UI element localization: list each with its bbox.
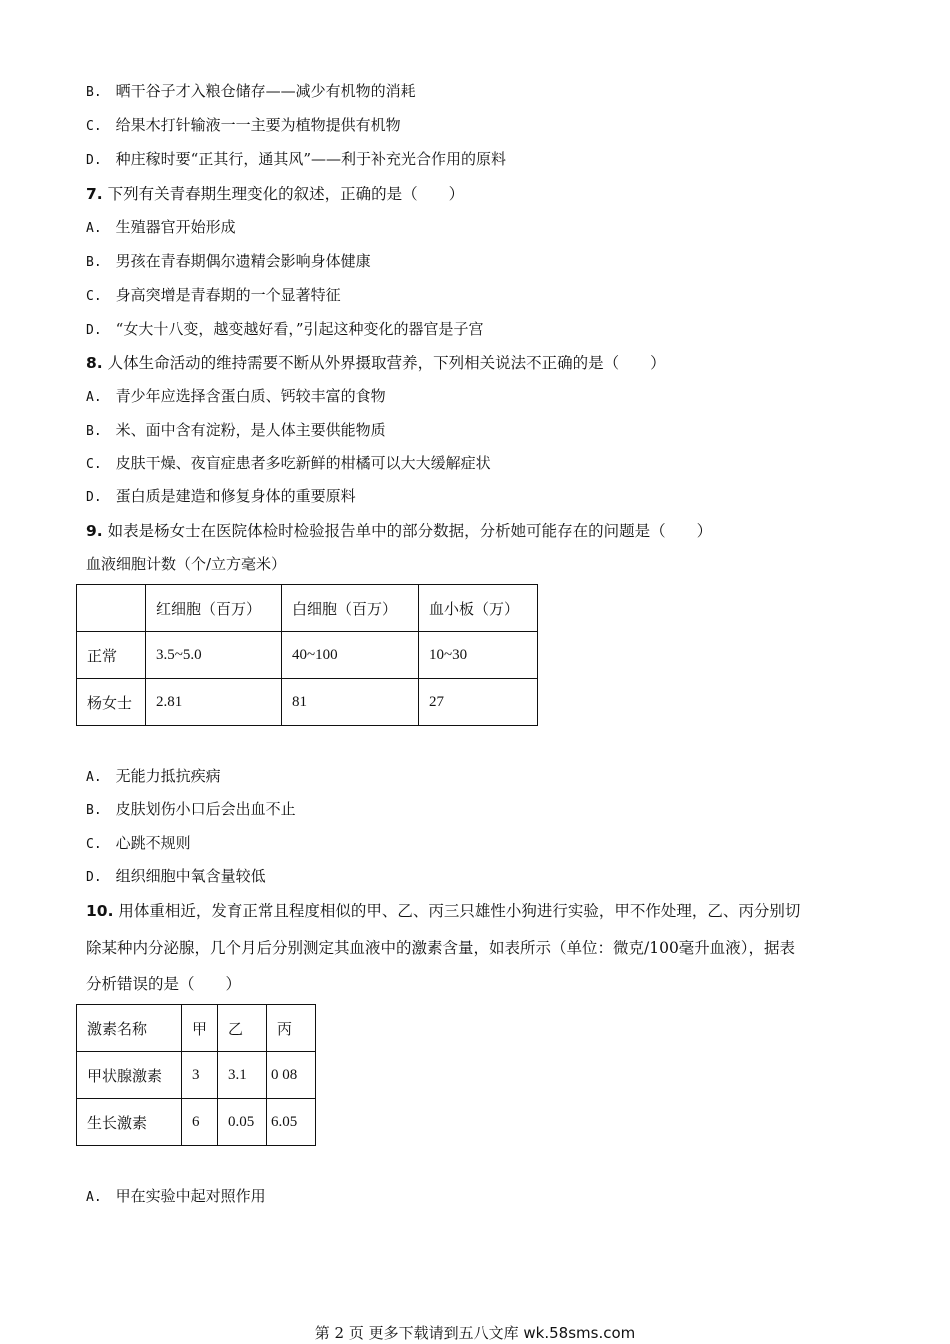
question-number: 9. — [86, 522, 103, 540]
question-number: 10. — [86, 902, 114, 920]
q9-option-c — [86, 832, 191, 853]
question-9-stem — [86, 519, 712, 541]
question-text: 如表是杨女士在医院体检时检验报告单中的部分数据，分析她可能存在的问题是（ ） — [102, 522, 713, 540]
table-cell: 3.5~5.0 — [146, 632, 282, 679]
question-10-stem-line2: 除某种内分泌腺，几个月后分别测定其血液中的激素含量，如表所示（单位：微克/100毫升血液），据表 — [86, 939, 796, 957]
question-text: 用体重相近，发育正常且程度相似的甲、乙、丙三只雄性小狗进行实验，甲不作处理，乙、丙分别切 — [113, 902, 801, 920]
table-cell: 27 — [419, 679, 538, 726]
table-cell: 81 — [282, 679, 419, 726]
table-row — [77, 679, 538, 726]
table-cell: 杨女士 — [77, 679, 146, 726]
option-text: 皮肤划伤小口后会出血不止 — [115, 800, 296, 818]
table-caption: 血液细胞计数（个/立方毫米） — [86, 555, 287, 573]
table-cell: 0 08 — [267, 1052, 316, 1099]
q8-option-b — [86, 419, 386, 440]
q9-option-a — [86, 765, 221, 786]
table-header-cell: 血小板（万） — [419, 585, 538, 632]
table-header-cell: 红细胞（百万） — [146, 585, 282, 632]
table-cell: 生长激素 — [77, 1099, 182, 1146]
option-text: 皮肤干燥、夜盲症患者多吃新鲜的柑橘可以大大缓解症状 — [115, 454, 491, 472]
q10-option-a — [86, 1185, 266, 1206]
option-letter: B. — [86, 803, 102, 818]
table-row — [77, 1052, 316, 1099]
option-text: 晒干谷子才入粮仓储存——减少有机物的消耗 — [115, 82, 416, 100]
option-text: 身高突增是青春期的一个显著特征 — [115, 286, 341, 304]
option-letter: B. — [86, 85, 102, 100]
option-letter: A. — [86, 390, 102, 405]
table-cell: 正常 — [77, 632, 146, 679]
option-text: 组织细胞中氧含量较低 — [115, 867, 266, 885]
q6-option-d — [86, 148, 506, 169]
question-10-stem — [86, 899, 800, 921]
option-letter: C. — [86, 119, 102, 134]
question-number: 8. — [86, 354, 103, 372]
question-8-stem — [86, 351, 666, 373]
option-text: “女大十八变，越变越好看，”引起这种变化的器官是子宫 — [115, 320, 484, 338]
option-text: 无能力抵抗疾病 — [115, 767, 221, 785]
option-letter: D. — [86, 870, 102, 885]
option-text: 男孩在青春期偶尔遗精会影响身体健康 — [115, 252, 371, 270]
table-header-row — [77, 1005, 316, 1052]
option-letter: B. — [86, 255, 102, 270]
q7-option-b — [86, 250, 371, 271]
option-text: 蛋白质是建造和修复身体的重要原料 — [115, 487, 356, 505]
table-cell: 0.05 — [218, 1099, 267, 1146]
option-letter: C. — [86, 457, 102, 472]
hormone-table — [76, 1004, 316, 1146]
option-text: 甲在实验中起对照作用 — [115, 1187, 266, 1205]
option-letter: B. — [86, 424, 102, 439]
q7-option-d — [86, 318, 484, 339]
table-cell: 甲状腺激素 — [77, 1052, 182, 1099]
option-text: 米、面中含有淀粉，是人体主要供能物质 — [115, 421, 386, 439]
q8-option-c — [86, 452, 491, 473]
q6-option-b — [86, 80, 416, 101]
table-row — [77, 632, 538, 679]
option-letter: D. — [86, 490, 102, 505]
table-cell: 3.1 — [218, 1052, 267, 1099]
table-header-cell: 乙 — [218, 1005, 267, 1052]
q6-option-c — [86, 114, 401, 135]
q7-option-a — [86, 216, 236, 237]
option-text: 种庄稼时要“正其行，通其风”——利于补充光合作用的原料 — [115, 150, 506, 168]
table-header-cell: 激素名称 — [77, 1005, 182, 1052]
footer-text: 更多下载请到五八文库 — [363, 1324, 524, 1342]
table-cell: 6 — [182, 1099, 218, 1146]
option-letter: A. — [86, 770, 102, 785]
footer-site-link[interactable]: wk.58sms.com — [523, 1324, 636, 1342]
option-letter: C. — [86, 289, 102, 304]
q8-option-a — [86, 385, 386, 406]
option-letter: A. — [86, 221, 102, 236]
q9-option-d — [86, 865, 266, 886]
option-letter: A. — [86, 1190, 102, 1205]
page-footer — [0, 1322, 950, 1343]
question-text: 下列有关青春期生理变化的叙述，正确的是（ ） — [102, 185, 465, 203]
option-text: 青少年应选择含蛋白质、钙较丰富的食物 — [115, 387, 386, 405]
table-header-cell: 甲 — [182, 1005, 218, 1052]
option-text: 给果木打针输液一一主要为植物提供有机物 — [115, 116, 401, 134]
table-cell: 40~100 — [282, 632, 419, 679]
option-letter: D. — [86, 153, 102, 168]
table-cell: 3 — [182, 1052, 218, 1099]
blood-count-table — [76, 584, 538, 726]
question-10-stem-line3: 分析错误的是（ ） — [86, 975, 242, 993]
table-header-cell: 白细胞（百万） — [282, 585, 419, 632]
question-number: 7. — [86, 185, 103, 203]
question-text: 人体生命活动的维持需要不断从外界摄取营养，下列相关说法不正确的是（ ） — [102, 354, 666, 372]
question-7-stem — [86, 182, 464, 204]
option-text: 生殖器官开始形成 — [115, 218, 236, 236]
table-header-cell — [77, 585, 146, 632]
table-header-cell: 丙 — [267, 1005, 316, 1052]
table-cell: 10~30 — [419, 632, 538, 679]
option-letter: C. — [86, 837, 102, 852]
table-cell: 2.81 — [146, 679, 282, 726]
option-letter: D. — [86, 323, 102, 338]
table-cell: 6.05 — [267, 1099, 316, 1146]
q8-option-d — [86, 485, 356, 506]
q7-option-c — [86, 284, 341, 305]
page-number: 第 2 页 — [314, 1324, 364, 1342]
q9-option-b — [86, 798, 296, 819]
option-text: 心跳不规则 — [115, 834, 191, 852]
table-row — [77, 1099, 316, 1146]
table-header-row — [77, 585, 538, 632]
